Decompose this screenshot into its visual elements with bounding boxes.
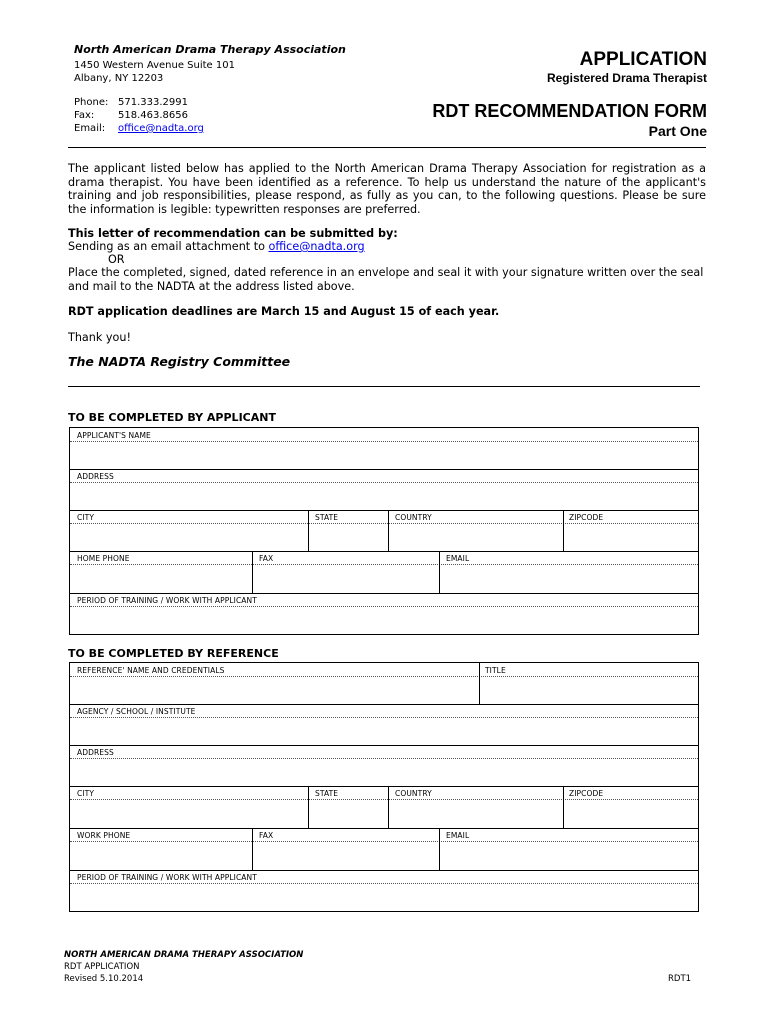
- sending-email-link[interactable]: office@nadta.org: [268, 240, 365, 253]
- submit-heading: This letter of recommendation can be submitted by:: [68, 227, 398, 240]
- applicant-city-input[interactable]: [70, 524, 308, 550]
- reference-fax-label: FAX: [259, 831, 274, 840]
- reference-period-label: PERIOD OF TRAINING / WORK WITH APPLICANT: [77, 873, 257, 882]
- header-divider: [68, 147, 706, 148]
- applicant-home-phone-input[interactable]: [70, 565, 252, 592]
- applicant-section-title: TO BE COMPLETED BY APPLICANT: [68, 411, 276, 424]
- reference-work-phone-label: WORK PHONE: [77, 831, 131, 840]
- reference-email-input[interactable]: [440, 842, 698, 869]
- thanks-text: Thank you!: [68, 331, 131, 344]
- applicant-address-label: ADDRESS: [77, 472, 114, 481]
- reference-form-box: [69, 662, 699, 912]
- applicant-period-input[interactable]: [70, 607, 698, 634]
- org-name: North American Drama Therapy Association: [74, 43, 346, 56]
- applicant-zipcode-input[interactable]: [564, 524, 698, 550]
- reference-period-input[interactable]: [70, 884, 698, 911]
- reference-work-phone-input[interactable]: [70, 842, 252, 869]
- applicant-form-box: [69, 427, 699, 635]
- applicant-fax-label: FAX: [259, 554, 274, 563]
- reference-title-input[interactable]: [480, 677, 698, 703]
- row-divider: [70, 469, 698, 470]
- fax-row: [74, 109, 188, 122]
- footer-org: NORTH AMERICAN DRAMA THERAPY ASSOCIATION: [64, 950, 304, 960]
- reference-agency-input[interactable]: [70, 718, 698, 744]
- address-line-1: 1450 Western Avenue Suite 101: [74, 60, 235, 71]
- address-line-2: Albany, NY 12203: [74, 73, 164, 84]
- phone-row: [74, 96, 188, 109]
- row-divider: [70, 870, 698, 871]
- registered-subheading: Registered Drama Therapist: [546, 71, 707, 85]
- row-divider: [70, 786, 698, 787]
- applicant-city-label: CITY: [77, 513, 95, 522]
- applicant-fax-input[interactable]: [253, 565, 439, 592]
- applicant-address-input[interactable]: [70, 483, 698, 509]
- reference-country-input[interactable]: [389, 800, 563, 827]
- reference-name-label: REFERENCE' NAME AND CREDENTIALS: [77, 666, 225, 675]
- committee-signature: The NADTA Registry Committee: [68, 354, 291, 369]
- sending-line: [68, 240, 718, 254]
- fax-label: Fax:: [74, 110, 95, 121]
- reference-name-input[interactable]: [70, 677, 479, 703]
- applicant-name-input[interactable]: [70, 442, 698, 468]
- applicant-email-input[interactable]: [440, 565, 698, 592]
- reference-state-label: STATE: [315, 789, 339, 798]
- email-link[interactable]: office@nadta.org: [118, 123, 204, 134]
- row-divider: [70, 510, 698, 511]
- deadlines-note: RDT application deadlines are March 15 and August 15 of each year.: [68, 305, 500, 318]
- reference-address-input[interactable]: [70, 759, 698, 785]
- application-heading: APPLICATION: [579, 49, 707, 70]
- reference-agency-label: AGENCY / SCHOOL / INSTITUTE: [77, 707, 196, 716]
- footer-revised: Revised 5.10.2014: [64, 974, 144, 984]
- reference-address-label: ADDRESS: [77, 748, 114, 757]
- row-divider: [70, 593, 698, 594]
- row-divider: [70, 828, 698, 829]
- or-label: OR: [108, 253, 125, 266]
- row-divider: [70, 745, 698, 746]
- applicant-country-label: COUNTRY: [395, 513, 432, 522]
- intro-paragraph: The applicant listed below has applied to the North American Drama Therapy Association for registration as a drama therapist. You have been identified as a reference. To help us understand the nature of the applicant's training and job responsibilities, please respond, as fully as you can, to the following questions. Please be sure the information is legible: typewritten responses are preferred.: [68, 162, 706, 216]
- reference-zipcode-input[interactable]: [564, 800, 698, 827]
- reference-state-input[interactable]: [309, 800, 388, 827]
- form-title: RDT RECOMMENDATION FORM: [432, 101, 707, 121]
- phone-label: Phone:: [74, 97, 109, 108]
- reference-email-label: EMAIL: [446, 831, 470, 840]
- applicant-period-label: PERIOD OF TRAINING / WORK WITH APPLICANT: [77, 596, 257, 605]
- reference-city-label: CITY: [77, 789, 95, 798]
- email-row: [74, 122, 204, 135]
- applicant-country-input[interactable]: [389, 524, 563, 550]
- applicant-name-label: APPLICANT'S NAME: [77, 431, 151, 440]
- applicant-home-phone-label: HOME PHONE: [77, 554, 130, 563]
- applicant-zipcode-label: ZIPCODE: [569, 513, 604, 522]
- reference-zipcode-label: ZIPCODE: [569, 789, 604, 798]
- applicant-email-label: EMAIL: [446, 554, 470, 563]
- footer-code: RDT1: [668, 974, 692, 984]
- row-divider: [70, 704, 698, 705]
- footer-doc: RDT APPLICATION: [64, 962, 140, 972]
- applicant-state-label: STATE: [315, 513, 339, 522]
- place-instructions: Place the completed, signed, dated reference in an envelope and seal it with your signature written over the seal and mail to the NADTA at the address listed above.: [68, 266, 704, 293]
- sending-prefix: Sending as an email attachment to: [68, 240, 269, 253]
- reference-fax-input[interactable]: [253, 842, 439, 869]
- row-divider: [70, 551, 698, 552]
- reference-country-label: COUNTRY: [395, 789, 432, 798]
- reference-title-label: TITLE: [485, 666, 506, 675]
- applicant-state-input[interactable]: [309, 524, 388, 550]
- email-label: Email:: [74, 123, 106, 134]
- reference-section-title: TO BE COMPLETED BY REFERENCE: [68, 647, 279, 660]
- phone-value: 571.333.2991: [118, 97, 188, 108]
- fax-value: 518.463.8656: [118, 110, 188, 121]
- part-label: Part One: [648, 123, 707, 139]
- reference-city-input[interactable]: [70, 800, 308, 827]
- signature-divider: [68, 386, 700, 387]
